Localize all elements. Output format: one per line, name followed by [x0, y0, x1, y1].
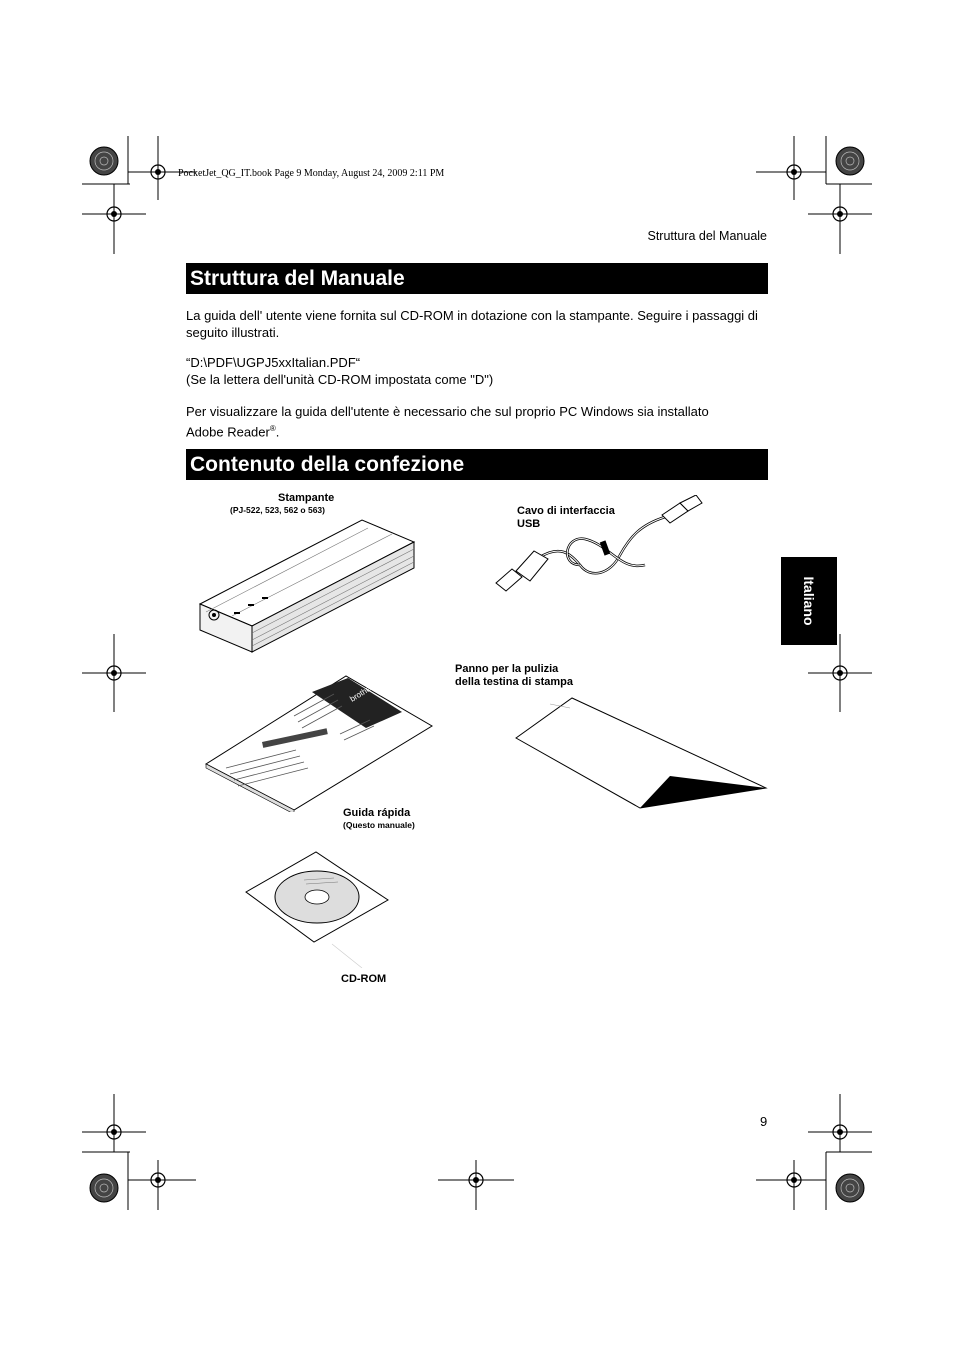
usb-label-line2: USB [517, 518, 541, 530]
section-title-struttura: Struttura del Manuale [186, 263, 768, 294]
printer-illustration [192, 512, 424, 658]
print-info-line: PocketJet_QG_IT.book Page 9 Monday, August 24, 2009 2:11 PM [178, 168, 445, 179]
usb-label-line1: Cavo di interfaccia [517, 505, 615, 517]
section-title-contenuto: Contenuto della confezione [186, 449, 768, 480]
printer-label: Stampante [278, 492, 335, 504]
adobe-reader-paragraph [186, 403, 746, 440]
language-side-tab [781, 557, 837, 645]
quick-guide-sub: (Questo manuale) [343, 820, 415, 830]
usb-cable-illustration [490, 495, 712, 595]
quick-guide-illustration [204, 672, 436, 812]
pdf-path-note: (Se la lettera dell'unità CD-ROM impostata come "D") [186, 372, 494, 387]
printer-models: (PJ-522, 523, 562 o 563) [230, 505, 325, 515]
guide-brand-text: brother [348, 682, 375, 704]
registered-mark: ® [269, 424, 276, 433]
quick-guide-label: Guida rápida [343, 807, 411, 819]
cleaning-cloth-illustration [510, 692, 770, 816]
cdrom-illustration [244, 850, 392, 968]
cloth-label-line2: della testina di stampa [455, 676, 573, 688]
pdf-path: “D:\PDF\UGPJ5xxItalian.PDF“ [186, 355, 361, 370]
language-label: Italiano [801, 576, 817, 626]
adobe-reader-text: Per visualizzare la guida dell'utente è necessario che sul proprio PC Windows sia installato Adobe Reader [186, 404, 709, 440]
page-number: 9 [760, 1114, 768, 1129]
intro-paragraph: La guida dell' utente viene fornita sul CD-ROM in dotazione con la stampante. Seguire i passaggi di seguito illustrati. [186, 308, 758, 340]
running-header: Struttura del Manuale [647, 229, 767, 243]
adobe-reader-period: . [275, 424, 280, 440]
cdrom-label: CD-ROM [341, 973, 387, 985]
cloth-label-line1: Panno per la pulizia [455, 663, 559, 675]
